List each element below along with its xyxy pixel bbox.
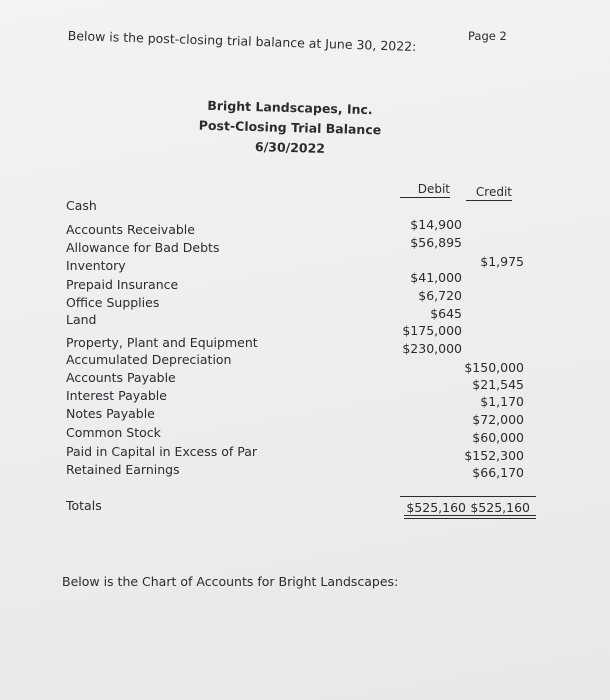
account-name: Office Supplies [66, 295, 160, 310]
page-number: Page 2 [468, 29, 507, 43]
report-date: 6/30/2022 [254, 139, 326, 156]
credit-column-header: Credit [466, 185, 512, 201]
debit-amount: $230,000 [402, 341, 462, 356]
debit-amount: $645 [430, 306, 462, 321]
credit-amount: $150,000 [464, 360, 524, 375]
account-name: Inventory [66, 258, 126, 273]
account-name: Retained Earnings [66, 462, 180, 477]
account-name: Land [66, 312, 97, 327]
debit-amount: $41,000 [410, 270, 462, 285]
credit-amount: $21,545 [472, 377, 524, 392]
totals-rule [400, 496, 536, 497]
account-name: Common Stock [66, 425, 161, 440]
credit-amount: $60,000 [472, 430, 524, 445]
footer-text: Below is the Chart of Accounts for Bright Landscapes: [62, 574, 399, 589]
total-debit: $525,160 [406, 500, 466, 515]
debit-column-header: Debit [400, 182, 450, 198]
account-name: Property, Plant and Equipment [66, 335, 258, 350]
account-name: Cash [66, 198, 97, 213]
report-title: Post-Closing Trial Balance [198, 117, 382, 138]
debit-amount: $14,900 [410, 217, 462, 232]
credit-amount: $1,170 [480, 394, 524, 409]
total-credit: $525,160 [470, 500, 530, 515]
totals-label: Totals [66, 498, 102, 513]
account-name: Interest Payable [66, 388, 167, 403]
debit-amount: $175,000 [402, 323, 462, 338]
company-name: Bright Landscapes, Inc. [207, 97, 373, 118]
account-name: Prepaid Insurance [66, 277, 179, 292]
intro-text: Below is the post-closing trial balance at June 30, 2022: [67, 28, 417, 54]
account-name: Accumulated Depreciation [66, 352, 232, 367]
credit-amount: $66,170 [472, 465, 524, 480]
account-name: Allowance for Bad Debts [66, 240, 220, 255]
totals-double-underline [404, 515, 536, 519]
account-name: Accounts Receivable [66, 222, 195, 237]
account-name: Notes Payable [66, 406, 155, 421]
credit-amount: $72,000 [472, 412, 524, 427]
debit-amount: $56,895 [410, 235, 462, 250]
account-name: Accounts Payable [66, 370, 176, 385]
credit-amount: $1,975 [480, 254, 524, 269]
credit-amount: $152,300 [464, 448, 524, 463]
debit-amount: $6,720 [418, 288, 462, 303]
account-name: Paid in Capital in Excess of Par [66, 444, 257, 459]
